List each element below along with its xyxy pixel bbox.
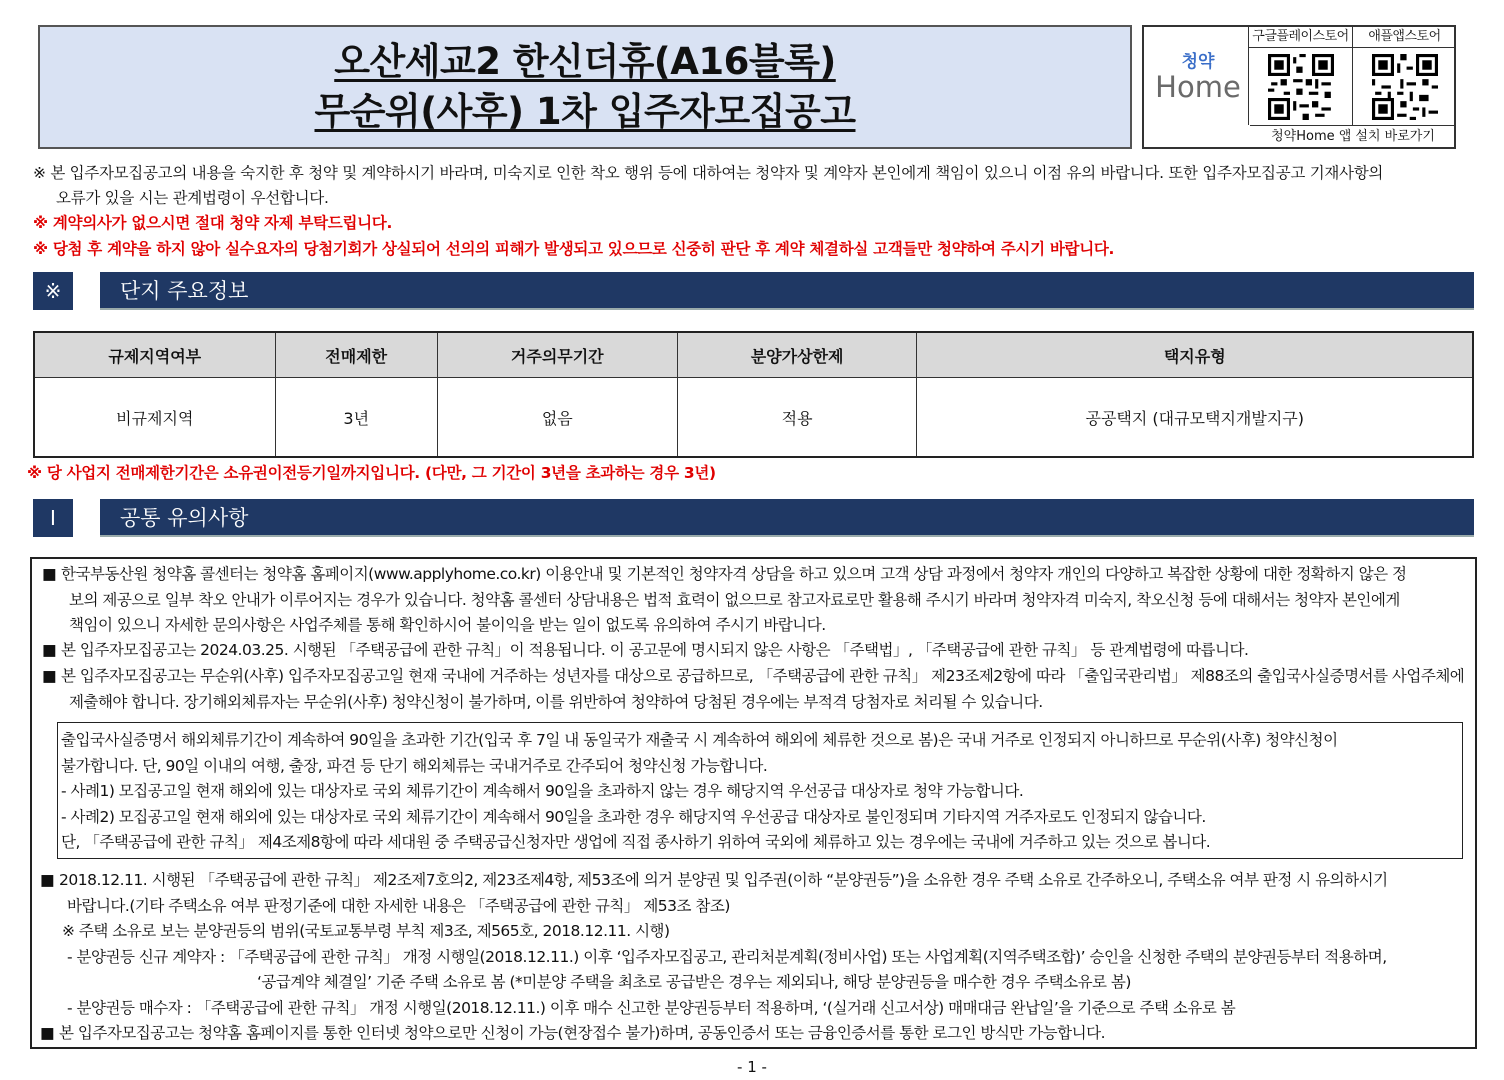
header-land-type: 택지유형 <box>917 332 1473 378</box>
value-regulated-area: 비규제지역 <box>34 378 275 458</box>
para4-line5: ‘공급계약 체결일’ 기준 주택 소유로 봄 (*미분양 주택을 최초로 공급받은 경우는 제외되나, 해당 분양권등을 매수한 경우 주택소유로 봄) <box>257 973 1131 991</box>
inner-line3: - 사례1) 모집공고일 현재 해외에 있는 대상자로 국외 체류기간이 계속해서 90일을 초과하지 않는 경우 해당지역 우선공급 대상자로 청약 가능합니다. <box>61 782 1024 800</box>
bullet-icon: ■ <box>42 565 57 583</box>
app-store-qr-cell[interactable] <box>1352 27 1456 125</box>
inner-line4: - 사례2) 모집공고일 현재 해외에 있는 대상자로 국외 체류기간이 계속해서 90일을 초과한 경우 해당지역 우선공급 대상자로 불인정되며 기타지역 거주자로도 인정되지 않습니다. <box>61 807 1206 826</box>
value-price-cap: 적용 <box>677 378 917 458</box>
list-item <box>32 638 1472 664</box>
table-header-row <box>34 332 1473 378</box>
para1-line2: 보의 제공으로 일부 착오 안내가 이루어지는 경우가 있습니다. 청약홈 콜센터 상담내용은 법적 효력이 없으므로 참고자료로만 활용해 주시기 바라며 청약자격 미숙지, 착오신청 등에 대해서는 청약자 본인에게 <box>69 590 1400 609</box>
logo-big-text: Home <box>1155 70 1241 104</box>
bullet-icon: ■ <box>42 667 57 685</box>
para4-line4: - 분양권등 신규 계약자 : 「주택공급에 관한 규칙」 개정 시행일(2018.12.11.) 이후 ‘입주자모집공고, 관리처분계획(정비사업) 또는 사업계획(지역주택조합)’ 승인을 신청한 주택의 분양권등부터 적용하며, <box>67 947 1387 966</box>
app-store-qr-icon[interactable] <box>1372 54 1438 120</box>
app-download-box <box>1142 25 1456 149</box>
list-item <box>30 1021 1470 1047</box>
header-resale-limit: 전매제한 <box>275 332 437 378</box>
resale-note: ※ 당 사업지 전매제한기간은 소유권이전등기일까지입니다. (다만, 그 기간이 3년을 초과하는 경우 3년) <box>27 464 716 482</box>
inner-line1: 출입국사실증명서 해외체류기간이 계속하여 90일을 초과한 기간(입국 후 7일 내 동일국가 재출국 시 계속하여 해외에 체류한 것으로 봄)은 국내 거주로 인정되지 아니하므로 무순위(사후) 청약신청이 <box>61 731 1338 749</box>
logo-small-text: 청약 <box>1181 52 1215 72</box>
inner-line5: 단, 「주택공급에 관한 규칙」 제4조제8항에 따라 세대원 중 주택공급신청자만 생업에 직접 종사하기 위하여 국외에 체류하고 있는 경우에는 국내에 거주하고 있는 것으로 봅니다. <box>61 833 1211 851</box>
value-land-type: 공공택지 (대규모택지개발지구) <box>917 378 1473 458</box>
para4-line3: ※ 주택 소유로 보는 분양권등의 범위(국토교통부령 부칙 제3조, 제565호, 2018.12.11. 시행) <box>62 922 670 940</box>
value-resale-limit: 3년 <box>275 378 437 458</box>
para4-line2: 바랍니다.(기타 주택소유 여부 판정기준에 대한 자세한 내용은 「주택공급에 관한 규칙」 제53조 참조) <box>67 896 730 915</box>
para2: 본 입주자모집공고는 2024.03.25. 시행된 「주택공급에 관한 규칙」이 적용됩니다. 이 공고문에 명시되지 않은 사항은 「주택법」, 「주택공급에 관한 규칙」 등 관계법령에 따릅니다. <box>61 641 1249 659</box>
google-play-qr-cell[interactable] <box>1248 27 1352 125</box>
google-play-qr-icon[interactable] <box>1268 54 1334 120</box>
para4-line1: 2018.12.11. 시행된 「주택공급에 관한 규칙」 제2조제7호의2, 제23조제4항, 제53조에 의거 분양권 및 입주권(이하 “분양권등”)을 소유한 경우 주택 소유로 간주하오니, 주택소유 여부 판정 시 유의하시기 <box>59 871 1388 889</box>
notice-3: ※ 당첨 후 계약을 하지 않아 실수요자의 당첨기회가 상실되어 선의의 피해가 발생되고 있으므로 신중히 판단 후 계약 체결하실 고객들만 청약하여 주시기 바랍니다. <box>33 240 1115 258</box>
bullet-icon: ■ <box>40 1024 55 1042</box>
header-regulated-area: 규제지역여부 <box>34 332 275 378</box>
header-residence-period: 거주의무기간 <box>437 332 677 378</box>
applyhome-logo <box>1152 53 1244 123</box>
section1-marker: ※ <box>33 272 73 310</box>
para3-line1: 본 입주자모집공고는 무순위(사후) 입주자모집공고일 현재 국내에 거주하는 성년자를 대상으로 공급하므로, 「주택공급에 관한 규칙」 제23조제2항에 따라 「출입국관리법」 제88조의 출입국사실증명서를 사업주체에 <box>61 667 1465 685</box>
title-line1: 오산세교2 한신더휴(A16블록) <box>334 40 836 83</box>
key-info-table <box>33 331 1474 458</box>
value-residence-period: 없음 <box>437 378 677 458</box>
inner-line2: 불가합니다. 단, 90일 이내의 여행, 출장, 파견 등 단기 해외체류는 국내거주로 간주되어 청약신청 가능합니다. <box>61 756 768 775</box>
section2-marker: I <box>33 499 73 537</box>
list-item <box>30 868 1470 1021</box>
list-item <box>32 664 1472 715</box>
google-play-label: 구글플레이스토어 <box>1249 27 1352 48</box>
page-number: - 1 - <box>737 1058 767 1076</box>
notice-2: ※ 계약의사가 없으시면 절대 청약 자제 부탁드립니다. <box>33 214 393 232</box>
list-item <box>32 562 1472 639</box>
table-row <box>34 378 1473 458</box>
app-store-label: 애플앱스토어 <box>1353 27 1456 48</box>
bullet-icon: ■ <box>42 641 57 659</box>
title-line2: 무순위(사후) 1차 입주자모집공고 <box>314 90 856 133</box>
para5: 본 입주자모집공고는 청약홈 홈페이지를 통한 인터넷 청약으로만 신청이 가능(현장접수 불가)하며, 공동인증서 또는 금융인증서를 통한 로그인 방식만 가능합니다. <box>59 1024 1106 1042</box>
section1-title: 단지 주요정보 <box>100 272 1474 310</box>
notice-1: ※ 본 입주자모집공고의 내용을 숙지한 후 청약 및 계약하시기 바라며, 미숙지로 인한 착오 행위 등에 대하여는 청약자 및 계약자 본인에게 책임이 있으니 이점 유의 바랍니다. 또한 입주자모집공고 기재사항의 <box>33 164 1384 182</box>
bullet-icon: ■ <box>40 871 55 889</box>
section2-title: 공통 유의사항 <box>100 499 1474 537</box>
overseas-stay-box <box>57 722 1463 859</box>
app-install-link[interactable]: 청약Home 앱 설치 바로가기 <box>1250 125 1456 148</box>
para3-line2: 제출해야 합니다. 장기해외체류자는 무순위(사후) 청약신청이 불가하며, 이를 위반하여 청약하여 당첨된 경우에는 부적격 당첨자로 처리될 수 있습니다. <box>69 692 1043 711</box>
title-box <box>38 25 1132 149</box>
header-price-cap: 분양가상한제 <box>677 332 917 378</box>
notice-1-cont: 오류가 있을 시는 관계법령이 우선합니다. <box>56 189 329 207</box>
para4-line6: - 분양권등 매수자 : 「주택공급에 관한 규칙」 개정 시행일(2018.12.11.) 이후 매수 신고한 분양권등부터 적용하며, ‘(실거래 신고서상) 매매대금 완납일’을 기준으로 주택 소유로 봄 <box>67 998 1236 1017</box>
para1-line1: 한국부동산원 청약홈 콜센터는 청약홈 홈페이지(www.applyhome.co.kr) 이용안내 및 기본적인 청약자격 상담을 하고 있으며 고객 상담 과정에서 청약자 개인의 다양하고 복잡한 상황에 대한 정확하지 않은 정 <box>61 565 1407 583</box>
para1-line3: 책임이 있으니 자세한 문의사항은 사업주체를 통해 확인하시어 불이익을 받는 일이 없도록 유의하여 주시기 바랍니다. <box>69 616 826 634</box>
